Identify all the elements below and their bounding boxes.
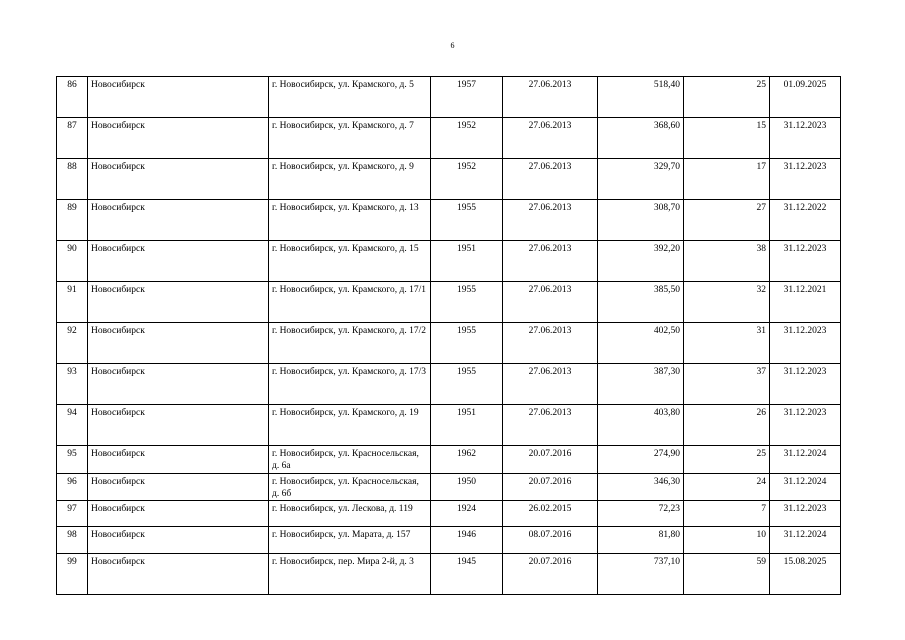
deadline: 15.08.2025	[770, 554, 841, 595]
address: г. Новосибирск, ул. Красносельская, д. 6б	[269, 474, 431, 501]
table-row	[57, 554, 841, 595]
area: 274,90	[598, 446, 684, 474]
deadline: 01.09.2025	[770, 77, 841, 118]
address: г. Новосибирск, ул. Крамского, д. 17/1	[269, 282, 431, 323]
count: 10	[684, 527, 770, 554]
table-row	[57, 200, 841, 241]
table-row	[57, 474, 841, 501]
area: 329,70	[598, 159, 684, 200]
date: 27.06.2013	[503, 323, 598, 364]
housing-registry-table	[56, 76, 841, 595]
build-year: 1951	[431, 241, 503, 282]
area: 81,80	[598, 527, 684, 554]
city: Новосибирск	[88, 118, 269, 159]
row-number: 99	[57, 554, 88, 595]
count: 38	[684, 241, 770, 282]
city: Новосибирск	[88, 554, 269, 595]
table-row	[57, 323, 841, 364]
deadline: 31.12.2021	[770, 282, 841, 323]
city: Новосибирск	[88, 282, 269, 323]
date: 27.06.2013	[503, 77, 598, 118]
count: 15	[684, 118, 770, 159]
date: 20.07.2016	[503, 554, 598, 595]
city: Новосибирск	[88, 446, 269, 474]
area: 368,60	[598, 118, 684, 159]
table-row	[57, 527, 841, 554]
build-year: 1955	[431, 200, 503, 241]
city: Новосибирск	[88, 200, 269, 241]
count: 25	[684, 446, 770, 474]
city: Новосибирск	[88, 323, 269, 364]
table-row	[57, 501, 841, 527]
deadline: 31.12.2022	[770, 200, 841, 241]
row-number: 95	[57, 446, 88, 474]
address: г. Новосибирск, ул. Крамского, д. 13	[269, 200, 431, 241]
deadline: 31.12.2023	[770, 159, 841, 200]
city: Новосибирск	[88, 405, 269, 446]
area: 72,23	[598, 501, 684, 527]
address: г. Новосибирск, пер. Мира 2-й, д. 3	[269, 554, 431, 595]
area: 346,30	[598, 474, 684, 501]
date: 27.06.2013	[503, 200, 598, 241]
date: 27.06.2013	[503, 159, 598, 200]
count: 27	[684, 200, 770, 241]
table-row	[57, 77, 841, 118]
row-number: 96	[57, 474, 88, 501]
build-year: 1945	[431, 554, 503, 595]
build-year: 1955	[431, 282, 503, 323]
address: г. Новосибирск, ул. Крамского, д. 15	[269, 241, 431, 282]
row-number: 89	[57, 200, 88, 241]
address: г. Новосибирск, ул. Крамского, д. 17/3	[269, 364, 431, 405]
count: 25	[684, 77, 770, 118]
date: 20.07.2016	[503, 446, 598, 474]
address: г. Новосибирск, ул. Крамского, д. 19	[269, 405, 431, 446]
build-year: 1952	[431, 118, 503, 159]
row-number: 88	[57, 159, 88, 200]
address: г. Новосибирск, ул. Крамского, д. 17/2	[269, 323, 431, 364]
build-year: 1946	[431, 527, 503, 554]
area: 387,30	[598, 364, 684, 405]
table-row	[57, 446, 841, 474]
build-year: 1957	[431, 77, 503, 118]
table-row	[57, 118, 841, 159]
row-number: 90	[57, 241, 88, 282]
build-year: 1951	[431, 405, 503, 446]
table-body	[57, 77, 841, 595]
page-number: 6	[450, 41, 455, 50]
table-row	[57, 364, 841, 405]
deadline: 31.12.2024	[770, 446, 841, 474]
build-year: 1962	[431, 446, 503, 474]
area: 385,50	[598, 282, 684, 323]
count: 59	[684, 554, 770, 595]
row-number: 98	[57, 527, 88, 554]
deadline: 31.12.2023	[770, 323, 841, 364]
area: 737,10	[598, 554, 684, 595]
row-number: 91	[57, 282, 88, 323]
address: г. Новосибирск, ул. Лескова, д. 119	[269, 501, 431, 527]
table-row	[57, 159, 841, 200]
table-row	[57, 282, 841, 323]
city: Новосибирск	[88, 527, 269, 554]
row-number: 86	[57, 77, 88, 118]
count: 7	[684, 501, 770, 527]
date: 27.06.2013	[503, 241, 598, 282]
area: 518,40	[598, 77, 684, 118]
date: 20.07.2016	[503, 474, 598, 501]
date: 26.02.2015	[503, 501, 598, 527]
row-number: 94	[57, 405, 88, 446]
deadline: 31.12.2023	[770, 364, 841, 405]
city: Новосибирск	[88, 474, 269, 501]
address: г. Новосибирск, ул. Крамского, д. 9	[269, 159, 431, 200]
area: 392,20	[598, 241, 684, 282]
address: г. Новосибирск, ул. Крамского, д. 5	[269, 77, 431, 118]
count: 32	[684, 282, 770, 323]
city: Новосибирск	[88, 77, 269, 118]
address: г. Новосибирск, ул. Крамского, д. 7	[269, 118, 431, 159]
area: 402,50	[598, 323, 684, 364]
date: 08.07.2016	[503, 527, 598, 554]
deadline: 31.12.2023	[770, 501, 841, 527]
table-row	[57, 405, 841, 446]
deadline: 31.12.2023	[770, 118, 841, 159]
deadline: 31.12.2024	[770, 474, 841, 501]
count: 37	[684, 364, 770, 405]
city: Новосибирск	[88, 501, 269, 527]
count: 24	[684, 474, 770, 501]
address: г. Новосибирск, ул. Марата, д. 157	[269, 527, 431, 554]
deadline: 31.12.2023	[770, 405, 841, 446]
date: 27.06.2013	[503, 282, 598, 323]
count: 31	[684, 323, 770, 364]
city: Новосибирск	[88, 241, 269, 282]
table-row	[57, 241, 841, 282]
row-number: 93	[57, 364, 88, 405]
deadline: 31.12.2024	[770, 527, 841, 554]
area: 403,80	[598, 405, 684, 446]
area: 308,70	[598, 200, 684, 241]
city: Новосибирск	[88, 159, 269, 200]
date: 27.06.2013	[503, 118, 598, 159]
build-year: 1952	[431, 159, 503, 200]
row-number: 97	[57, 501, 88, 527]
row-number: 92	[57, 323, 88, 364]
build-year: 1924	[431, 501, 503, 527]
row-number: 87	[57, 118, 88, 159]
date: 27.06.2013	[503, 364, 598, 405]
city: Новосибирск	[88, 364, 269, 405]
deadline: 31.12.2023	[770, 241, 841, 282]
address: г. Новосибирск, ул. Красносельская, д. 6а	[269, 446, 431, 474]
build-year: 1955	[431, 364, 503, 405]
count: 26	[684, 405, 770, 446]
build-year: 1955	[431, 323, 503, 364]
count: 17	[684, 159, 770, 200]
date: 27.06.2013	[503, 405, 598, 446]
build-year: 1950	[431, 474, 503, 501]
